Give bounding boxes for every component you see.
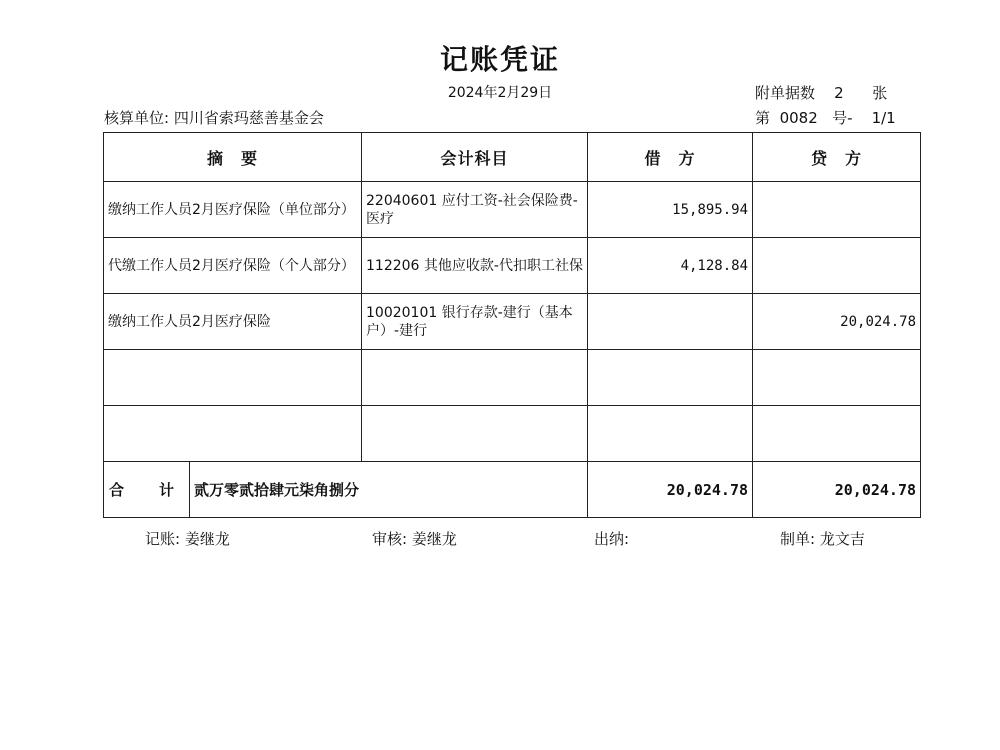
- attachments-label: 附单据数: [755, 84, 816, 102]
- reviewer-label: 审核:: [372, 530, 408, 548]
- row-account: 10020101 银行存款-建行（基本户）-建行: [362, 294, 588, 350]
- row-summary: 缴纳工作人员2月医疗保险: [104, 294, 362, 350]
- row-summary: [104, 406, 362, 462]
- attachments-info: [755, 82, 887, 103]
- row-debit: [588, 350, 753, 406]
- row-account: 112206 其他应收款-代扣职工社保: [362, 238, 588, 294]
- table-row: [104, 294, 921, 350]
- unit-label: 核算单位:: [104, 109, 170, 127]
- total-credit: 20,024.78: [753, 462, 921, 518]
- row-debit: [588, 294, 753, 350]
- row-credit: [753, 182, 921, 238]
- row-account: 22040601 应付工资-社会保险费-医疗: [362, 182, 588, 238]
- row-debit: 15,895.94: [588, 182, 753, 238]
- column-header-summary: 摘 要: [104, 133, 362, 182]
- cashier-label: 出纳:: [594, 530, 630, 548]
- attachments-unit: 张: [872, 84, 888, 102]
- row-debit: [588, 406, 753, 462]
- voucher-page: 1/1: [871, 109, 896, 127]
- row-summary: 缴纳工作人员2月医疗保险（单位部分）: [104, 182, 362, 238]
- table-row: [104, 182, 921, 238]
- total-label: 合 计: [104, 462, 190, 518]
- row-credit: 20,024.78: [753, 294, 921, 350]
- bookkeeper-label: 记账:: [145, 530, 181, 548]
- voucher-date: 2024年2月29日: [447, 85, 553, 101]
- table-row: [104, 350, 921, 406]
- row-credit: [753, 350, 921, 406]
- column-header-account: 会计科目: [362, 133, 588, 182]
- preparer-label: 制单:: [780, 530, 816, 548]
- voucher-prefix: 第: [755, 109, 771, 127]
- column-header-debit: 借 方: [588, 133, 753, 182]
- bookkeeper-name: 姜继龙: [184, 530, 230, 548]
- voucher-number-info: [755, 107, 896, 128]
- row-credit: [753, 238, 921, 294]
- total-amount-in-words: 贰万零贰拾肆元柒角捌分: [190, 462, 588, 518]
- reviewer-signature: [372, 528, 457, 549]
- preparer-name: 龙文吉: [819, 530, 865, 548]
- bookkeeper-signature: [145, 528, 230, 549]
- voucher-table: [103, 132, 921, 518]
- voucher-number: 0082: [779, 109, 818, 127]
- row-account: [362, 350, 588, 406]
- accounting-unit: [104, 107, 324, 128]
- attachments-count: 2: [834, 84, 844, 102]
- total-debit: 20,024.78: [588, 462, 753, 518]
- voucher-suffix: 号-: [832, 109, 853, 127]
- row-account: [362, 406, 588, 462]
- cashier-signature: [594, 528, 634, 549]
- reviewer-name: 姜继龙: [411, 530, 457, 548]
- row-credit: [753, 406, 921, 462]
- row-summary: 代缴工作人员2月医疗保险（个人部分）: [104, 238, 362, 294]
- unit-name: 四川省索玛慈善基金会: [173, 109, 324, 127]
- preparer-signature: [780, 528, 865, 549]
- row-summary: [104, 350, 362, 406]
- total-row: [104, 462, 921, 518]
- table-row: [104, 238, 921, 294]
- column-header-credit: 贷 方: [753, 133, 921, 182]
- row-debit: 4,128.84: [588, 238, 753, 294]
- voucher-title: 记账凭证: [439, 43, 560, 76]
- table-row: [104, 406, 921, 462]
- table-header-row: [104, 133, 921, 182]
